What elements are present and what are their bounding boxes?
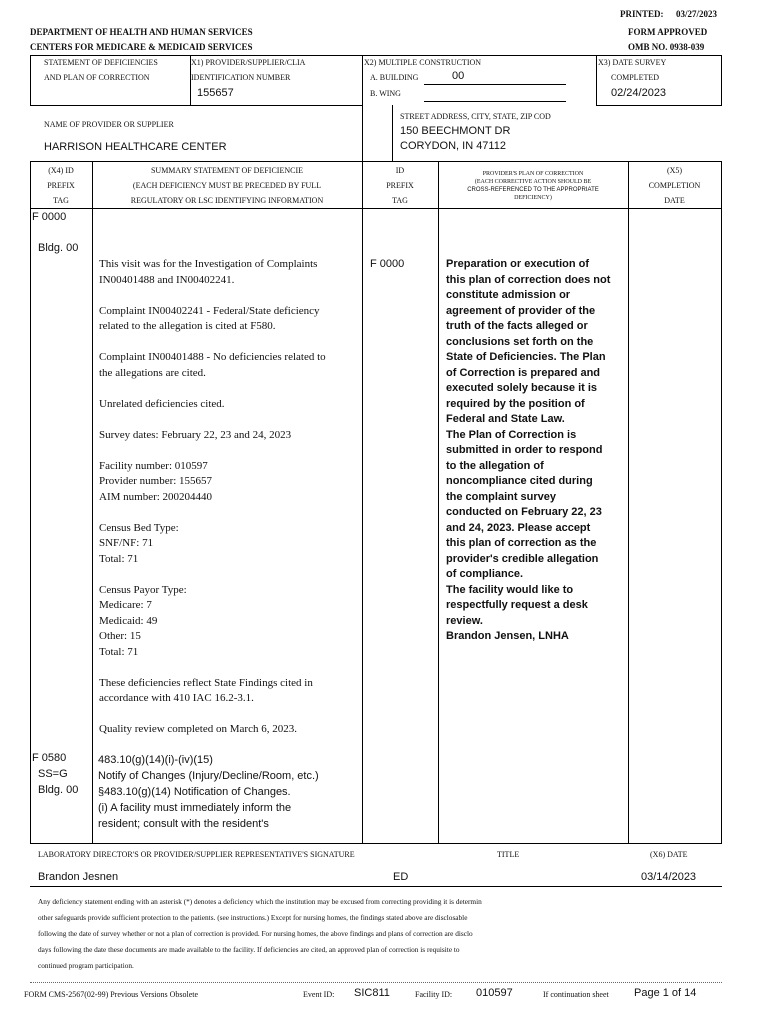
box-left-edge xyxy=(30,55,31,105)
plan-line: required by the position of xyxy=(446,397,585,410)
survey-completed-date: 02/24/2023 xyxy=(611,87,667,99)
summary-line: Total: 71 xyxy=(99,645,139,658)
plan-line: to the allegation of xyxy=(446,459,544,472)
identity-box-bottom xyxy=(30,105,362,106)
x5-header-2: COMPLETION xyxy=(648,181,701,190)
plan-line: constitute admission or xyxy=(446,289,571,301)
printed-label: PRINTED: xyxy=(620,9,664,19)
date-label: (X6) DATE xyxy=(650,850,688,859)
plan-line: of compliance. xyxy=(446,568,524,580)
x4-header-2: PREFIX xyxy=(47,181,75,190)
provider-name-label: NAME OF PROVIDER OR SUPPLIER xyxy=(44,120,174,129)
signature-date: 03/14/2023 xyxy=(641,871,697,883)
summary-line: Unrelated deficiencies cited. xyxy=(99,397,225,410)
plan-tag-f0000: F 0000 xyxy=(370,258,405,270)
x3-label-1: X3) DATE SURVEY xyxy=(598,58,667,67)
plan-line: The facility would like to xyxy=(446,583,574,596)
department-name: DEPARTMENT OF HEALTH AND HUMAN SERVICES xyxy=(30,27,253,37)
address-line-2: CORYDON, IN 47112 xyxy=(400,140,506,152)
x4-header-3: TAG xyxy=(53,196,69,205)
disclaimer-line: following the date of survey whether or not a plan of correction is provided. For nursing homes, the above findings and plans of correction are disclo xyxy=(38,929,473,938)
table-bottom xyxy=(30,843,722,844)
plan-col-divider xyxy=(628,161,629,843)
f580-line: resident; consult with the resident's xyxy=(98,818,269,830)
summary-line xyxy=(99,443,326,459)
plan-line: truth of the facts alleged or xyxy=(446,320,588,332)
table-right-edge xyxy=(721,161,722,843)
summary-line xyxy=(99,660,326,676)
tag-bldg-1: Bldg. 00 xyxy=(38,242,79,254)
x3-label-2: COMPLETED xyxy=(611,73,659,82)
plan-line: submitted in order to respond xyxy=(446,444,603,456)
summary-line xyxy=(99,412,326,428)
summary-line: Medicare: 7 xyxy=(99,599,152,611)
plan-line: Brandon Jensen, LNHA xyxy=(446,630,569,642)
plan-line: this plan of correction does not xyxy=(446,273,611,286)
tag-ss-g: SS=G xyxy=(38,768,68,780)
tag-bldg-2: Bldg. 00 xyxy=(38,784,79,796)
plan-header-3: CROSS-REFERENCED TO THE APPROPRIATE xyxy=(467,187,599,193)
facility-id-value: 010597 xyxy=(476,987,513,999)
summary-line xyxy=(99,707,326,723)
plan-header-1: PROVIDER'S PLAN OF CORRECTION xyxy=(482,171,584,177)
disclaimer-line: continued program participation. xyxy=(38,961,134,970)
plan-line: this plan of correction as the xyxy=(446,537,597,549)
disclaimer-line: days following the date these documents are made available to the facility. If deficiencies are cited, an approved plan of correction is requisite to xyxy=(38,945,460,954)
summary-line: Facility number: 010597 xyxy=(99,459,208,472)
x5-header-1: (X5) xyxy=(666,166,683,175)
x4-header-1: (X4) ID xyxy=(48,166,74,175)
summary-line: related to the allegation is cited at F580. xyxy=(99,320,276,332)
x2-divider xyxy=(362,55,363,165)
summary-line: Census Bed Type: xyxy=(99,521,179,534)
summary-header-3: REGULATORY OR LSC IDENTIFYING INFORMATION xyxy=(130,196,324,205)
wing-underline xyxy=(424,101,566,102)
plan-line: provider's credible allegation xyxy=(446,552,599,565)
signature-name: Brandon Jesnen xyxy=(38,871,119,883)
building-underline xyxy=(424,84,566,85)
plan-line: The Plan of Correction is xyxy=(446,428,577,441)
x1-label-1: X1) PROVIDER/SUPPLIER/CLIA xyxy=(191,58,306,67)
summary-header-2: (EACH DEFICIENCY MUST BE PRECEDED BY FULL xyxy=(132,181,322,190)
plan-line: review. xyxy=(446,614,483,627)
provider-id-value: 155657 xyxy=(197,87,234,99)
summary-statement xyxy=(99,257,326,738)
plan-line: executed solely because it is xyxy=(446,382,598,394)
statement-label-2: AND PLAN OF CORRECTION xyxy=(44,73,150,82)
plan-line: conducted on February 22, 23 xyxy=(446,506,602,518)
event-id-value: SIC811 xyxy=(354,987,390,999)
signature-label: LABORATORY DIRECTOR'S OR PROVIDER/SUPPLIER REPRESENTATIVE'S SIGNATURE xyxy=(38,850,355,859)
plan-line: agreement of provider of the xyxy=(446,304,596,317)
omb-number: OMB NO. 0938-039 xyxy=(628,42,705,52)
provider-name: HARRISON HEALTHCARE CENTER xyxy=(44,141,227,153)
summary-line: SNF/NF: 71 xyxy=(99,537,154,549)
f580-line: (i) A facility must immediately inform the xyxy=(98,802,292,814)
signature-title: ED xyxy=(393,871,409,883)
summary-line: IN00401488 and IN00402241. xyxy=(99,273,235,286)
plan-line: respectfully request a desk xyxy=(446,599,588,611)
table-left-edge xyxy=(30,161,31,843)
summary-line: accordance with 410 IAC 16.2-3.1. xyxy=(99,692,254,704)
x1-label-2: IDENTIFICATION NUMBER xyxy=(191,73,291,82)
summary-line xyxy=(99,335,326,351)
summary-line: AIM number: 200204440 xyxy=(99,490,213,503)
f580-line: Notify of Changes (Injury/Decline/Room, etc.) xyxy=(98,770,319,782)
id-header-3: TAG xyxy=(392,196,408,205)
summary-line: Provider number: 155657 xyxy=(99,475,213,487)
form-number: FORM CMS-2567(02-99) Previous Versions Obsolete xyxy=(24,990,199,999)
plan-line: noncompliance cited during xyxy=(446,475,593,487)
column-header-bottom xyxy=(30,208,722,209)
tag-f0580: F 0580 xyxy=(32,752,67,764)
id-col-divider xyxy=(438,161,439,843)
plan-line: the complaint survey xyxy=(446,490,557,503)
form-approved: FORM APPROVED xyxy=(628,27,708,37)
plan-line: conclusions set forth on the xyxy=(446,335,594,348)
continuation-label: If continuation sheet xyxy=(543,990,609,999)
f580-line: §483.10(g)(14) Notification of Changes. xyxy=(98,786,291,798)
summary-header-1: SUMMARY STATEMENT OF DEFICIENCIE xyxy=(150,166,304,175)
plan-line: of Correction is prepared and xyxy=(446,366,601,379)
summary-line: Census Payor Type: xyxy=(99,583,187,596)
plan-header-4: DEFICIENCY) xyxy=(514,195,552,201)
box-right-edge xyxy=(721,55,722,105)
summary-line xyxy=(99,288,326,304)
summary-line xyxy=(99,381,326,397)
x5-header-3: DATE xyxy=(664,196,685,205)
facility-id-label: Facility ID: xyxy=(415,990,453,999)
summary-line: Other: 15 xyxy=(99,630,141,642)
summary-line xyxy=(99,505,326,521)
plan-of-correction xyxy=(446,257,610,645)
disclaimer-line: other safeguards provide sufficient protection to the patients. (see instructions.) Except for nursing homes, the findings stated above are disclosable xyxy=(38,913,468,922)
id-header-2: PREFIX xyxy=(386,181,414,190)
date-box-bottom xyxy=(596,105,722,106)
id-header-1: ID xyxy=(395,166,405,175)
f580-line: 483.10(g)(14)(i)-(iv)(15) xyxy=(98,754,213,766)
column-header-top xyxy=(30,161,722,162)
address-label: STREET ADDRESS, CITY, STATE, ZIP COD xyxy=(400,112,551,121)
plan-header-2: (EACH CORRECTIVE ACTION SHOULD BE xyxy=(474,179,592,185)
building-value: 00 xyxy=(452,70,465,82)
plan-line: State of Deficiencies. The Plan xyxy=(446,351,606,363)
summary-line: This visit was for the Investigation of Complaints xyxy=(99,258,318,270)
x3-divider xyxy=(596,55,597,105)
summary-line: These deficiencies reflect State Findings cited in xyxy=(99,676,313,689)
wing-label: B. WING xyxy=(370,89,401,98)
summary-col-divider xyxy=(362,161,363,843)
footer-rule xyxy=(30,982,722,983)
disclaimer-line: Any deficiency statement ending with an asterisk (*) denotes a deficiency which the institution may be excused from correcting providing it is determin xyxy=(38,897,482,906)
summary-line: Total: 71 xyxy=(99,552,139,565)
summary-line: Medicaid: 49 xyxy=(99,614,158,627)
building-label: A. BUILDING xyxy=(370,73,419,82)
summary-line: Survey dates: February 22, 23 and 24, 2023 xyxy=(99,428,292,441)
title-label: TITLE xyxy=(497,850,520,859)
x2-label: X2) MULTIPLE CONSTRUCTION xyxy=(364,58,482,67)
summary-line: Complaint IN00401488 - No deficiencies related to xyxy=(99,351,326,363)
summary-line xyxy=(99,567,326,583)
prefix-col-divider xyxy=(92,161,93,843)
page-number: Page 1 of 14 xyxy=(634,987,697,999)
plan-line: and 24, 2023. Please accept xyxy=(446,521,591,534)
summary-line: the allegations are cited. xyxy=(99,366,206,379)
plan-line: Federal and State Law. xyxy=(446,413,565,425)
plan-line: Preparation or execution of xyxy=(446,258,590,270)
event-id-label: Event ID: xyxy=(303,990,335,999)
summary-line: Complaint IN00402241 - Federal/State deficiency xyxy=(99,304,320,317)
printed-date: 03/27/2023 xyxy=(676,9,718,19)
centers-name: CENTERS FOR MEDICARE & MEDICAID SERVICES xyxy=(30,42,253,52)
disclaimer xyxy=(38,894,482,974)
tag-f0000: F 0000 xyxy=(32,211,67,223)
address-divider xyxy=(392,105,393,161)
address-line-1: 150 BEECHMONT DR xyxy=(400,125,511,137)
signature-rule xyxy=(30,886,722,887)
f580-statement xyxy=(98,752,319,832)
statement-label-1: STATEMENT OF DEFICIENCIES xyxy=(44,58,158,67)
summary-line: Quality review completed on March 6, 2023. xyxy=(99,723,297,735)
top-box-border xyxy=(30,55,722,56)
